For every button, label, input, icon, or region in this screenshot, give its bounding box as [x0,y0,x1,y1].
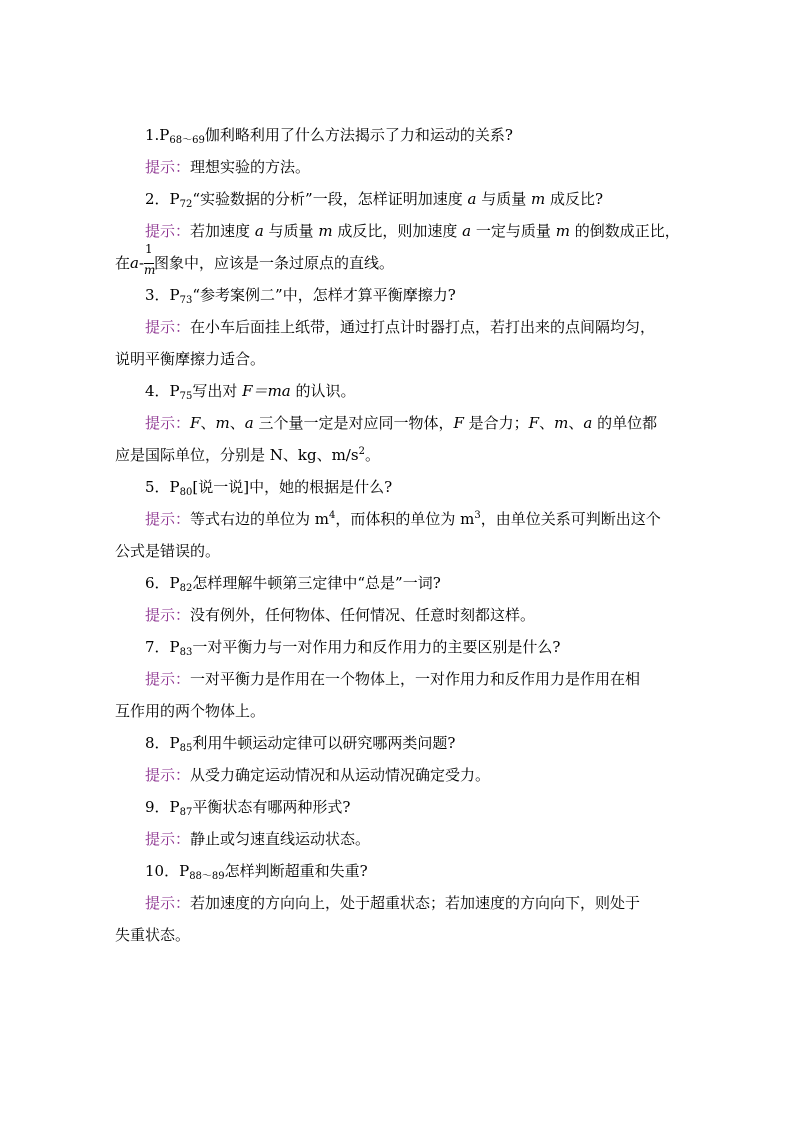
hint-label: 提示： [145,606,191,624]
superscript: 2 [358,446,365,457]
question-5 [115,472,681,504]
answer-text: 失重状态。 [115,926,191,944]
question-text: 与质量 [481,190,527,208]
question-text: 写出对 [192,382,238,400]
answer-text: 若加速度的方向向上，处于超重状态；若加速度的方向向下，则处于 [190,894,641,912]
answer-text: 是合力； [468,414,529,432]
question-6 [115,568,681,600]
var-f: F [190,414,201,432]
var-m: m [215,414,230,432]
answer-text: 一对平衡力是作用在一个物体上，一对作用力和反作用力是作用在相 [190,670,641,688]
answer-1 [115,152,681,184]
var-f: F [528,414,540,432]
question-text: 利用牛顿运动定律可以研究哪两类问题? [192,734,456,752]
question-number: 2．P [145,190,180,208]
hint-label: 提示： [145,894,191,912]
page-subscript: 72 [179,199,193,210]
answer-3-continued [115,344,681,376]
question-text: 平衡状态有哪两种形式? [192,798,351,816]
question-number: 5．P [145,478,180,496]
answer-4 [115,408,681,440]
var-a: a [254,222,264,240]
answer-text: 说明平衡摩擦力适合。 [115,350,266,368]
question-4 [115,376,681,408]
page-subscript: 82 [179,583,193,594]
page-subscript: 75 [179,391,193,402]
answer-text: 理想实验的方法。 [190,158,311,176]
var-a: a [467,190,477,208]
question-text: 怎样判断超重和失重? [224,862,368,880]
answer-text: 应是国际单位，分别是 N、kg、m/s [115,446,359,464]
answer-5-continued [115,536,681,568]
answer-text: 成反比，则加速度 [337,222,458,240]
question-number: 6．P [145,574,180,592]
answer-10-continued [115,920,681,952]
question-number: 8．P [145,734,180,752]
var-a: a [244,414,254,432]
page-subscript: 73 [179,295,193,306]
var-m: m [318,222,333,240]
formula-f-ma: F＝ma [242,382,291,400]
question-text: 成反比? [550,190,604,208]
answer-text: 、 [568,414,584,432]
var-f: F [453,414,464,432]
hint-label: 提示： [145,414,191,432]
dash: - [138,254,145,272]
superscript: 3 [474,510,481,521]
page-subscript: 68～69 [169,135,205,146]
question-8 [115,728,681,760]
hint-label: 提示： [145,222,191,240]
page-subscript: 85 [179,743,193,754]
answer-6 [115,600,681,632]
answer-4-continued [115,440,681,472]
answer-2-continued [115,242,681,280]
var-m: m [555,222,570,240]
answer-text: ，由单位关系可判断出这个 [480,510,661,528]
fraction-numerator: 1 [145,242,153,256]
question-text: 怎样理解牛顿第三定律中“总是”一词? [192,574,441,592]
answer-7 [115,664,681,696]
fraction-denominator: m [144,263,156,277]
page-subscript: 80 [179,487,193,498]
question-text: “实验数据的分析”一段，怎样证明加速度 [192,190,463,208]
answer-text: 静止或匀速直线运动状态。 [190,830,371,848]
fraction-one-over-m [144,242,156,278]
question-7 [115,632,681,664]
answer-text: ，而体积的单位为 m [335,510,475,528]
answer-10 [115,888,681,920]
answer-2 [115,216,681,248]
answer-text: 、 [229,414,245,432]
var-a: a [583,414,593,432]
answer-3 [115,312,681,344]
hint-label: 提示： [145,158,191,176]
page-subscript: 83 [179,647,193,658]
question-number: 4．P [145,382,180,400]
superscript: 4 [329,510,336,521]
hint-label: 提示： [145,318,191,336]
answer-text: 的单位都 [597,414,658,432]
var-a: a [462,222,472,240]
question-number: 9．P [145,798,180,816]
answer-7-continued [115,696,681,728]
answer-text: 的倒数成正比， [574,222,680,240]
answer-text: 从受力确定运动情况和从运动情况确定受力。 [190,766,491,784]
answer-text: 、 [200,414,216,432]
answer-text: 没有例外，任何物体、任何情况、任意时刻都这样。 [190,606,536,624]
answer-text: 。 [364,446,380,464]
question-text: 伽利略利用了什么方法揭示了力和运动的关系? [204,126,513,144]
hint-label: 提示： [145,766,191,784]
question-text: [说一说]中，她的根据是什么? [192,478,393,496]
question-10 [115,856,681,888]
answer-text: 与质量 [268,222,314,240]
answer-text: 若加速度 [190,222,251,240]
answer-text: 公式是错误的。 [115,542,221,560]
question-number: 7．P [145,638,180,656]
answer-9 [115,824,681,856]
question-text: “参考案例二”中，怎样才算平衡摩擦力? [192,286,456,304]
answer-text: 在小车后面挂上纸带，通过打点计时器打点，若打出来的点间隔均匀， [190,318,656,336]
question-3 [115,280,681,312]
answer-5 [115,504,681,536]
question-2 [115,184,681,216]
answer-8 [115,760,681,792]
hint-label: 提示： [145,830,191,848]
qa-list [115,120,681,952]
question-text: 一对平衡力与一对作用力和反作用力的主要区别是什么? [192,638,561,656]
answer-text: 等式右边的单位为 m [190,510,330,528]
question-number: 10．P [145,862,190,880]
answer-text: 图象中，应该是一条过原点的直线。 [154,254,395,272]
answer-text: 、 [539,414,555,432]
hint-label: 提示： [145,670,191,688]
page-subscript: 88～89 [189,871,225,882]
question-9 [115,792,681,824]
answer-text: 一定与质量 [475,222,551,240]
question-number: 1.P [145,126,170,144]
var-m: m [554,414,569,432]
hint-label: 提示： [145,510,191,528]
question-number: 3．P [145,286,180,304]
answer-text: 三个量一定是对应同一物体， [258,414,454,432]
page-subscript: 87 [179,807,193,818]
var-a: a [130,254,139,272]
var-m: m [531,190,546,208]
question-text: 的认识。 [295,382,356,400]
answer-text: 互作用的两个物体上。 [115,702,266,720]
answer-text: 在 [115,254,131,272]
question-1 [115,120,681,152]
